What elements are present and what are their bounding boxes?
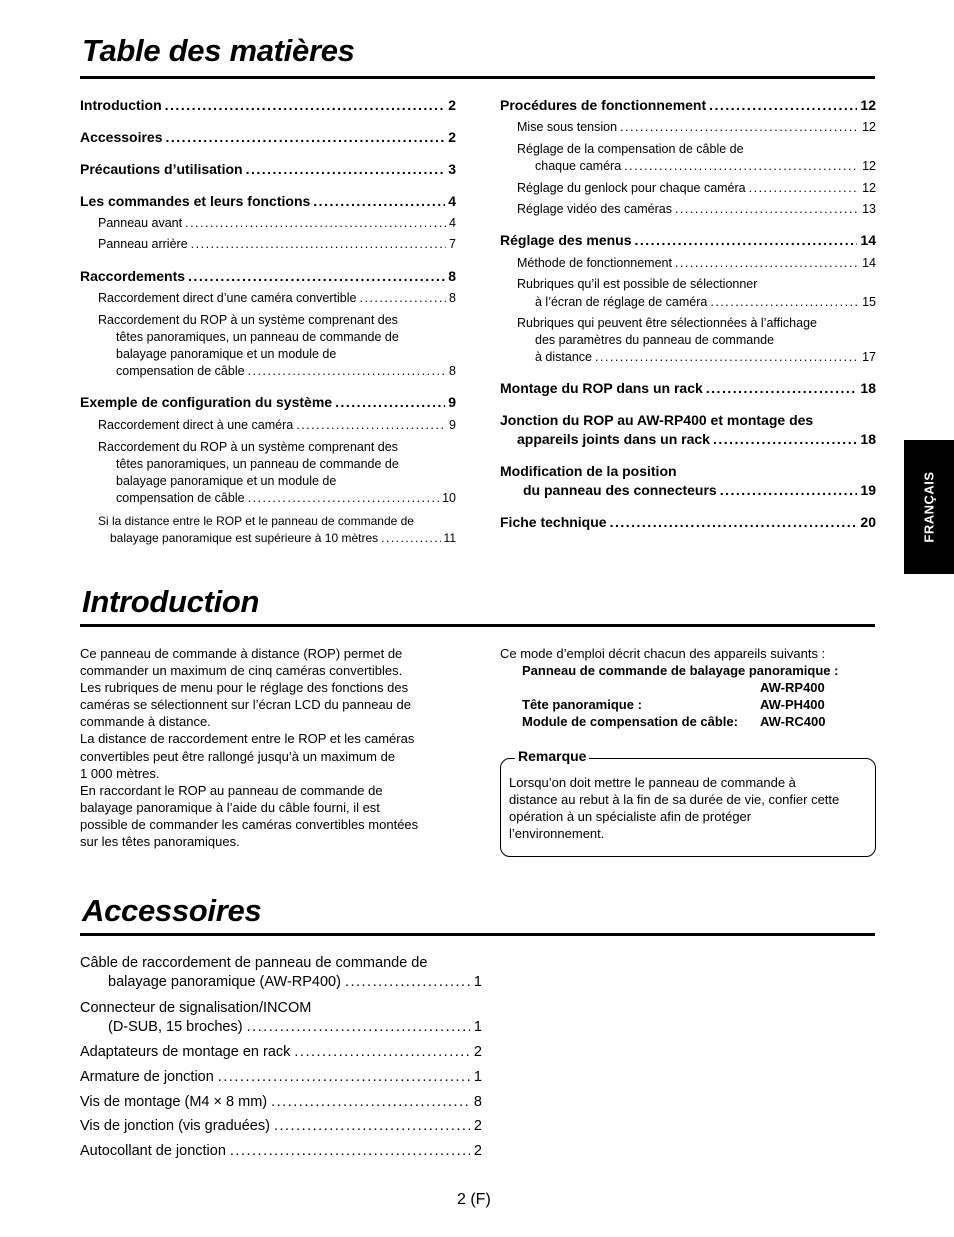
accessory-item: (D-SUB, 15 broches) ..... 1 — [108, 1019, 482, 1035]
toc-subentry[interactable]: compensation de câble ..... 8 — [116, 364, 456, 378]
toc-subentry-line: Raccordement du ROP à un système comprenant des — [98, 313, 398, 327]
toc-entry[interactable]: Accessoires ..... 2 — [80, 129, 456, 145]
intro-line: En raccordant le ROP au panneau de commande de — [80, 783, 383, 798]
note-line: l’environnement. — [509, 826, 605, 841]
note-line: Lorsqu’on doit mettre le panneau de commande à — [509, 775, 796, 790]
accessory-line: Connecteur de signalisation/INCOM — [80, 1000, 312, 1016]
accessoires-rule — [80, 933, 875, 936]
toc-subentry[interactable]: Méthode de fonctionnement ..... 14 — [517, 256, 876, 270]
note-label: Remarque — [515, 748, 589, 764]
intro-line: Ce panneau de commande à distance (ROP) permet de — [80, 646, 403, 661]
device-model: AW-PH400 — [760, 697, 825, 712]
toc-subentry[interactable]: Raccordement direct à une caméra ..... 9 — [98, 418, 456, 432]
toc-subentry[interactable]: Panneau arrière ..... 7 — [98, 237, 456, 251]
intro-line: 1 000 mètres. — [80, 766, 160, 781]
note-line: distance au rebut à la fin de sa durée de vie, confier cette — [509, 792, 840, 807]
toc-title: Table des matières — [82, 33, 355, 68]
intro-line: sur les têtes panoramiques. — [80, 834, 240, 849]
toc-entry[interactable]: appareils joints dans un rack ..... 18 — [517, 431, 876, 447]
devices-intro: Ce mode d’emploi décrit chacun des appareils suivants : — [500, 646, 826, 661]
toc-subentry[interactable]: balayage panoramique est supérieure à 10 mètres ..... 11 — [110, 531, 456, 545]
toc-entry[interactable]: Exemple de configuration du système ..... 9 — [80, 394, 456, 410]
toc-rule — [80, 76, 875, 79]
toc-entry[interactable]: Les commandes et leurs fonctions ..... 4 — [80, 193, 456, 209]
intro-line: commande à distance. — [80, 714, 211, 729]
accessory-item: Armature de jonction ..... 1 — [80, 1069, 482, 1085]
toc-subentry[interactable]: Mise sous tension ..... 12 — [517, 120, 876, 134]
device-model: AW-RC400 — [760, 714, 826, 729]
device-label: Panneau de commande de balayage panoramique : — [522, 663, 839, 678]
toc-subentry[interactable]: chaque caméra ..... 12 — [535, 159, 876, 173]
accessory-item: Autocollant de jonction ..... 2 — [80, 1143, 482, 1159]
toc-subentry-line: têtes panoramiques, un panneau de commande de — [116, 457, 399, 471]
toc-entry[interactable]: Procédures de fonctionnement ..... 12 — [500, 97, 876, 113]
device-label: Tête panoramique : — [522, 697, 642, 712]
toc-entry[interactable]: Réglage des menus ..... 14 — [500, 232, 876, 248]
toc-subentry[interactable]: à l’écran de réglage de caméra ..... 15 — [535, 295, 876, 309]
toc-entry[interactable]: Introduction ..... 2 — [80, 97, 456, 113]
intro-line: convertibles peut être rallongé jusqu’à un maximum de — [80, 749, 396, 764]
accessory-item: balayage panoramique (AW-RP400) ..... 1 — [108, 974, 482, 990]
introduction-title: Introduction — [82, 584, 260, 619]
intro-line: La distance de raccordement entre le ROP et les caméras — [80, 731, 415, 746]
toc-subentry-line: Réglage de la compensation de câble de — [517, 142, 744, 156]
toc-subentry-line: des paramètres du panneau de commande — [535, 333, 775, 347]
toc-subentry-line: Si la distance entre le ROP et le panneau de commande de — [98, 514, 414, 528]
toc-subentry[interactable]: compensation de câble ..... 10 — [116, 491, 456, 505]
toc-entry-line: Modification de la position — [500, 463, 677, 479]
intro-line: commander un maximum de cinq caméras convertibles. — [80, 663, 403, 678]
toc-entry[interactable]: du panneau des connecteurs ..... 19 — [523, 482, 876, 498]
introduction-rule — [80, 624, 875, 627]
toc-entry[interactable]: Raccordements ..... 8 — [80, 268, 456, 284]
accessoires-title: Accessoires — [82, 893, 262, 928]
toc-subentry-line: têtes panoramiques, un panneau de commande de — [116, 330, 399, 344]
accessory-item: Vis de montage (M4 × 8 mm) ..... 8 — [80, 1094, 482, 1110]
toc-entry[interactable]: Montage du ROP dans un rack ..... 18 — [500, 380, 876, 396]
page-number: 2 (F) — [457, 1191, 491, 1208]
intro-line: balayage panoramique à l’aide du câble fourni, il est — [80, 800, 380, 815]
language-tab — [904, 440, 954, 574]
toc-entry[interactable]: Précautions d’utilisation ..... 3 — [80, 161, 456, 177]
toc-subentry-line: balayage panoramique et un module de — [116, 474, 337, 488]
toc-subentry[interactable]: Raccordement direct d’une caméra convertible ..... 8 — [98, 291, 456, 305]
accessory-item: Adaptateurs de montage en rack ..... 2 — [80, 1044, 482, 1060]
toc-subentry[interactable]: à distance ..... 17 — [535, 350, 876, 364]
intro-line: Les rubriques de menu pour le réglage des fonctions des — [80, 680, 409, 695]
intro-line: caméras se sélectionnent sur l’écran LCD du panneau de — [80, 697, 411, 712]
intro-line: possible de commander les caméras convertibles montées — [80, 817, 419, 832]
device-label: Module de compensation de câble: — [522, 714, 738, 729]
note-line: opération à un spécialiste afin de protéger — [509, 809, 752, 824]
toc-entry-line: Jonction du ROP au AW-RP400 et montage des — [500, 412, 814, 428]
toc-entry[interactable]: Fiche technique ..... 20 — [500, 514, 876, 530]
toc-subentry-line: Raccordement du ROP à un système comprenant des — [98, 440, 398, 454]
toc-subentry[interactable]: Réglage du genlock pour chaque caméra ..... 12 — [517, 181, 876, 195]
toc-subentry[interactable]: Panneau avant ..... 4 — [98, 216, 456, 230]
toc-subentry-line: Rubriques qui peuvent être sélectionnées à l’affichage — [517, 316, 817, 330]
accessory-line: Câble de raccordement de panneau de commande de — [80, 955, 428, 971]
toc-subentry-line: Rubriques qu’il est possible de sélectionner — [517, 277, 758, 291]
toc-subentry[interactable]: Réglage vidéo des caméras ..... 13 — [517, 202, 876, 216]
device-model: AW-RP400 — [760, 680, 825, 695]
accessory-item: Vis de jonction (vis graduées) ..... 2 — [80, 1118, 482, 1134]
toc-subentry-line: balayage panoramique et un module de — [116, 347, 337, 361]
language-tab-label: FRANÇAIS — [921, 471, 937, 543]
